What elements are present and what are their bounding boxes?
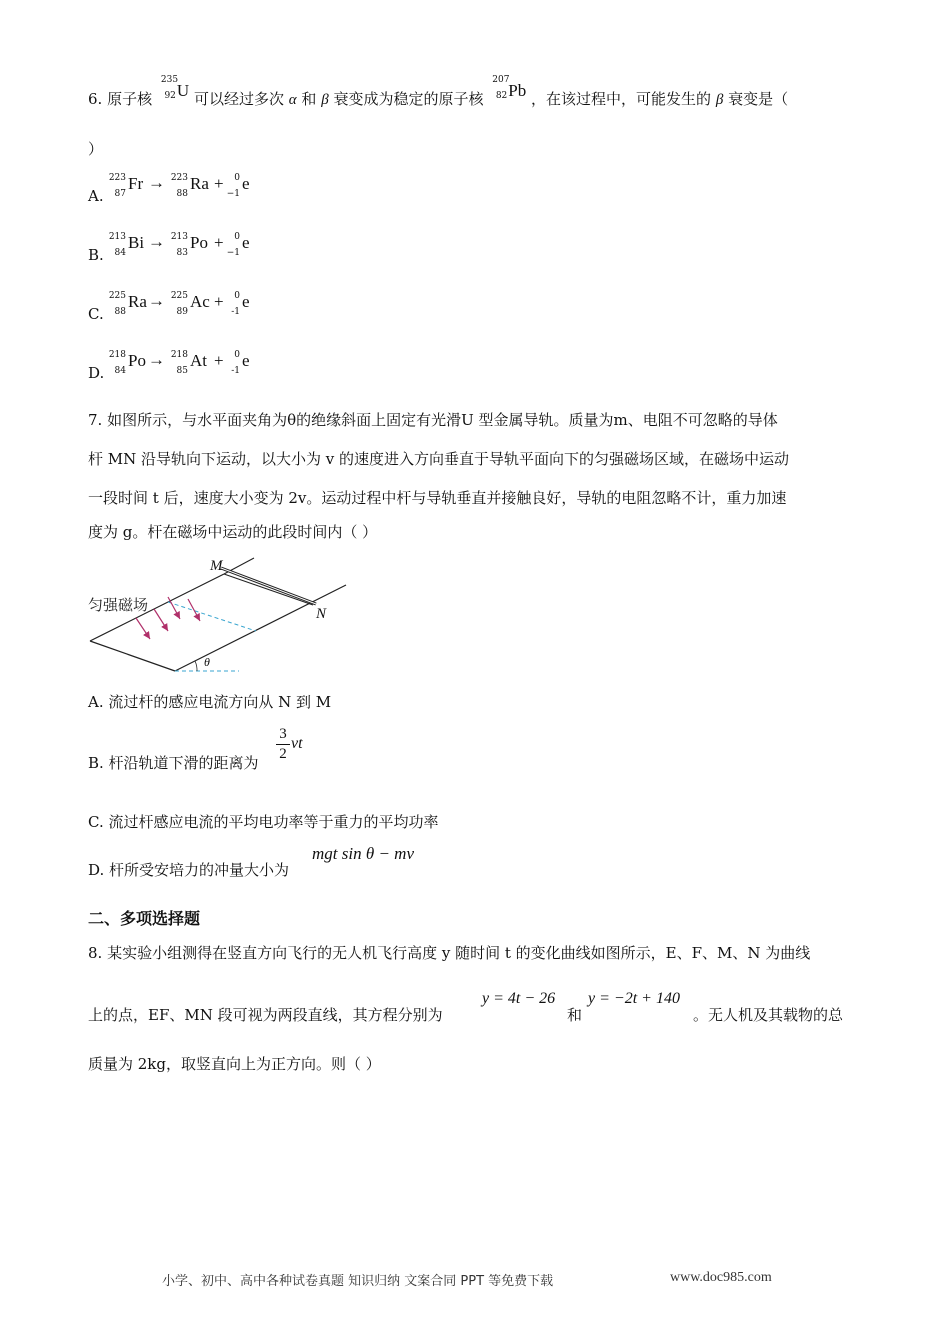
element-symbol: Po xyxy=(190,233,208,252)
atomic-number: 87 xyxy=(114,189,126,199)
element-symbol: Pb xyxy=(508,81,527,100)
arrow-icon: → xyxy=(148,291,165,310)
q6-text: 衰变是（ xyxy=(728,90,789,108)
q7-line3: 一段时间 t 后，速度大小变为 2v。运动过程中杆与导轨垂直并接触良好，导轨的电阻忽略不计，重力加速 xyxy=(88,489,787,507)
plus-sign: + xyxy=(214,233,224,252)
atomic-number: 92 xyxy=(164,91,176,101)
field-arrow-icon xyxy=(154,609,168,631)
plane-edge-right xyxy=(175,585,346,671)
field-label: 匀强磁场 xyxy=(88,596,149,614)
mass-number: 0 xyxy=(234,173,240,183)
mass-number: 225 xyxy=(170,291,188,301)
q7-line1: 7. 如图所示，与水平面夹角为θ的绝缘斜面上固定有光滑U 型金属导轨。质量为m、电阻不可忽略的导体 xyxy=(88,411,778,429)
arrow-icon: → xyxy=(148,232,165,251)
option-label: C. xyxy=(88,305,104,323)
q7-line2: 杆 MN 沿导轨向下运动，以大小为 v 的速度进入方向垂直于导轨平面向下的匀强磁场区域，在磁场中运动 xyxy=(88,450,790,468)
atomic-number: 85 xyxy=(176,366,188,376)
mass-number: 213 xyxy=(170,232,188,242)
q6-option-c xyxy=(88,291,388,321)
plus-sign: + xyxy=(214,174,224,193)
atomic-number: -1 xyxy=(231,366,240,376)
q8-text: 上的点，EF、MN 段可视为两段直线，其方程分别为 xyxy=(88,1006,443,1024)
mass-number: 207 xyxy=(492,75,510,85)
q7-line4: 度为 g。杆在磁场中运动的此段时间内（ ） xyxy=(88,523,378,541)
element-symbol: At xyxy=(190,351,207,370)
atomic-number: 84 xyxy=(114,366,126,376)
element-symbol: Fr xyxy=(128,174,144,193)
atomic-number: 88 xyxy=(114,307,126,317)
atomic-number: 84 xyxy=(114,248,126,258)
q6-option-a xyxy=(88,173,388,203)
q7-option-b xyxy=(88,752,259,774)
label-m: M xyxy=(210,558,223,574)
atomic-number: 82 xyxy=(495,91,508,101)
mass-number: 235 xyxy=(160,75,179,85)
element-symbol: Ra xyxy=(128,292,147,311)
q6-close-paren: ） xyxy=(88,140,104,158)
mass-number: 0 xyxy=(234,291,240,301)
q8-line2 xyxy=(88,1004,443,1026)
q6-option-d xyxy=(88,350,388,380)
label-theta: θ xyxy=(204,655,210,669)
element-symbol: Po xyxy=(128,351,146,370)
atomic-number: -1 xyxy=(231,307,240,317)
atomic-number: 83 xyxy=(176,248,188,258)
fraction-bar xyxy=(276,744,290,745)
mass-number: 225 xyxy=(108,291,126,301)
q8-and: 和 xyxy=(567,1006,583,1024)
element-symbol: Bi xyxy=(128,233,145,252)
q6-option-b xyxy=(88,232,388,262)
element-symbol: Ac xyxy=(190,292,210,311)
option-text: B. 杆沿轨道下滑的距离为 xyxy=(88,754,259,772)
option-d-expr: mgt sin θ − mv xyxy=(312,844,414,863)
q6-text: 原子核 xyxy=(107,90,153,108)
arrow-icon: → xyxy=(148,350,165,369)
lead-nucleus xyxy=(492,75,527,110)
q6-text: ，在该过程中，可能发生的 xyxy=(531,90,712,108)
element-symbol: e xyxy=(242,292,250,311)
mass-number: 218 xyxy=(170,350,188,360)
field-arrow-icon xyxy=(188,599,200,621)
mass-number: 218 xyxy=(108,350,126,360)
beta-symbol: β xyxy=(321,92,329,108)
question-number: 6. xyxy=(88,90,103,108)
q8-line3: 质量为 2kg，取竖直向上为正方向。则（ ） xyxy=(88,1055,381,1073)
q6-text: 可以经过多次 xyxy=(193,90,284,108)
option-label: D. xyxy=(88,364,105,382)
element-symbol: e xyxy=(242,233,250,252)
field-boundary-dashed xyxy=(168,602,256,631)
beta-symbol: β xyxy=(715,92,724,108)
field-arrow-icon xyxy=(168,597,180,619)
footer-text: 小学、初中、高中各种试卷真题 知识归纳 文案合同 PPT 等免费下载 xyxy=(162,1274,554,1289)
element-symbol: e xyxy=(242,174,250,193)
mass-number: 0 xyxy=(234,232,240,242)
element-symbol: U xyxy=(176,81,190,100)
mass-number: 223 xyxy=(170,173,188,183)
plus-sign: + xyxy=(214,351,224,370)
fraction-numerator: 3 xyxy=(279,726,287,742)
atomic-number: −1 xyxy=(226,248,240,258)
plane-edge-bottom xyxy=(90,641,175,671)
alpha-symbol: α xyxy=(288,92,297,108)
arrow-icon: → xyxy=(148,173,165,192)
footer-link[interactable]: www.doc985.com xyxy=(670,1270,772,1285)
atomic-number: −1 xyxy=(226,189,240,199)
mass-number: 213 xyxy=(108,232,126,242)
q7-option-d: D. 杆所受安培力的冲量大小为 xyxy=(88,861,290,879)
rail-top xyxy=(224,574,313,605)
q7-option-a: A. 流过杆的感应电流方向从 N 到 M xyxy=(88,693,332,711)
element-symbol: e xyxy=(242,351,250,370)
uranium-nucleus xyxy=(160,75,190,110)
element-symbol: Ra xyxy=(190,174,209,193)
option-b-var: vt xyxy=(291,735,303,752)
plus-sign: + xyxy=(214,292,224,311)
q6-stem-line1 xyxy=(88,75,789,111)
fraction xyxy=(276,726,290,762)
q8-line1: 8. 某实验小组测得在竖直方向飞行的无人机飞行高度 y 随时间 t 的变化曲线如图所示，E、F、M、N 为曲线 xyxy=(88,944,811,962)
q6-text: 衰变成为稳定的原子核 xyxy=(333,90,484,108)
fraction-denominator: 2 xyxy=(279,746,287,762)
angle-arc xyxy=(195,661,197,671)
section-title: 二、多项选择题 xyxy=(88,909,201,928)
q8-line2-end: 。无人机及其载物的总 xyxy=(693,1006,844,1024)
mass-number: 0 xyxy=(234,350,240,360)
q6-text: 和 xyxy=(301,90,317,108)
field-arrow-icon xyxy=(136,618,150,639)
option-label: B. xyxy=(88,246,104,264)
equation-ef: y = 4t − 26 xyxy=(482,990,556,1007)
q7-option-c: C. 流过杆感应电流的平均电功率等于重力的平均功率 xyxy=(88,813,439,831)
label-n: N xyxy=(316,606,327,622)
atomic-number: 88 xyxy=(176,189,188,199)
mass-number: 223 xyxy=(108,173,126,183)
atomic-number: 89 xyxy=(176,307,188,317)
option-label: A. xyxy=(88,187,104,205)
equation-mn: y = −2t + 140 xyxy=(588,990,680,1007)
